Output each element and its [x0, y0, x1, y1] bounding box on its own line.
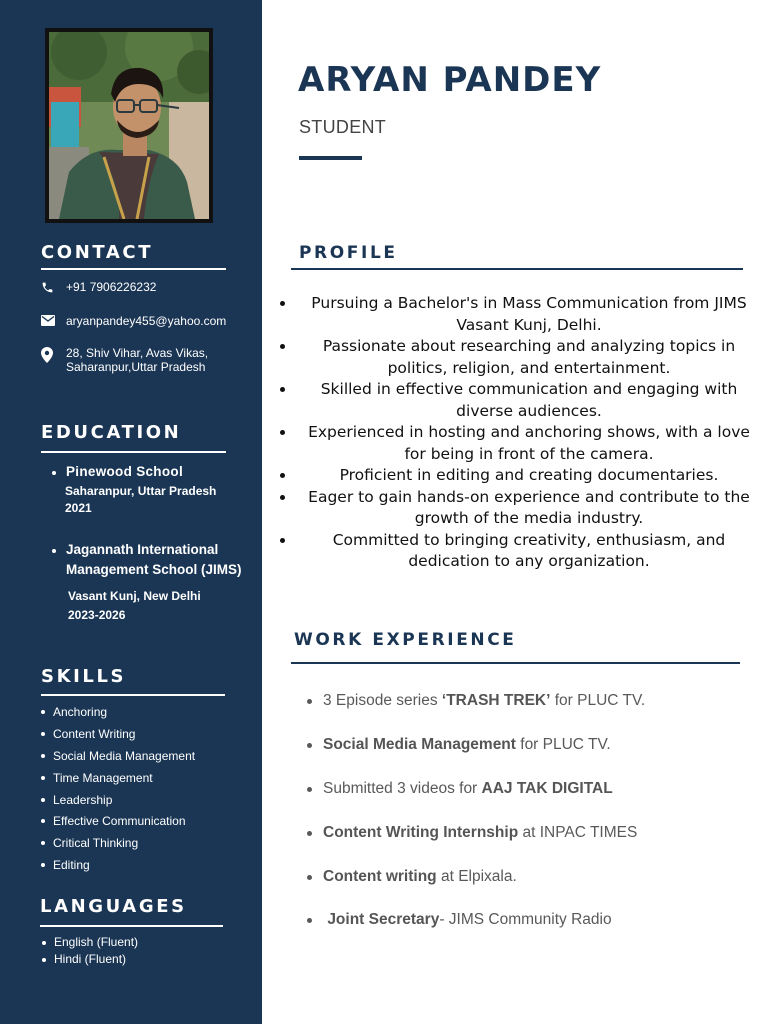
- profile-photo: [45, 28, 213, 223]
- profile-item: Pursuing a Bachelor's in Mass Communication from JIMS Vasant Kunj, Delhi.: [278, 293, 758, 336]
- profile-photo-image: [49, 32, 209, 219]
- sidebar: [0, 0, 262, 1024]
- skill-item: Leadership: [38, 792, 195, 814]
- profile-list: [278, 293, 758, 573]
- phone-text: +91 7906226232: [66, 280, 157, 294]
- languages-heading: LANGUAGES: [40, 896, 187, 917]
- education-years: 2023-2026: [68, 608, 126, 622]
- skill-item: Anchoring: [38, 704, 195, 726]
- work-experience-divider: [291, 662, 740, 664]
- profile-item: Committed to bringing creativity, enthusiasm, and dedication to any organization.: [278, 530, 758, 573]
- profile-divider: [291, 268, 743, 270]
- work-item: Social Media Management for PLUC TV.: [305, 734, 645, 778]
- candidate-name: ARYAN PANDEY: [298, 60, 602, 100]
- candidate-role: STUDENT: [299, 117, 387, 137]
- education-divider: [41, 451, 226, 453]
- skills-heading: SKILLS: [41, 666, 127, 687]
- skills-divider: [41, 694, 225, 696]
- languages-divider: [40, 925, 223, 927]
- profile-item: Eager to gain hands-on experience and contribute to the growth of the media industry.: [278, 487, 758, 530]
- profile-item: Proficient in editing and creating documentaries.: [278, 465, 758, 487]
- contact-heading: CONTACT: [41, 242, 154, 263]
- address-line-2: Saharanpur,Uttar Pradesh: [66, 360, 206, 374]
- work-item: Submitted 3 videos for AAJ TAK DIGITAL: [305, 778, 645, 822]
- email-text: aryanpandey455@yahoo.com: [66, 314, 227, 328]
- skill-item: Time Management: [38, 770, 195, 792]
- education-school-line-2: Management School (JIMS): [66, 562, 242, 577]
- contact-address: [41, 346, 208, 374]
- skills-list: [38, 704, 195, 879]
- education-place: Saharanpur, Uttar Pradesh: [65, 484, 217, 498]
- education-item-pinewood: [66, 462, 183, 482]
- work-item: Joint Secretary- JIMS Community Radio: [305, 909, 645, 953]
- address-line-1: 28, Shiv Vihar, Avas Vikas,: [66, 346, 209, 360]
- languages-list: [39, 935, 138, 968]
- profile-item: Experienced in hosting and anchoring shows, with a love for being in front of the camera.: [278, 422, 758, 465]
- education-place: Vasant Kunj, New Delhi: [68, 589, 201, 603]
- skill-item: Editing: [38, 857, 195, 879]
- language-item: English (Fluent): [39, 935, 138, 952]
- skill-item: Critical Thinking: [38, 835, 195, 857]
- contact-phone[interactable]: [41, 280, 156, 294]
- contact-divider: [41, 268, 226, 270]
- profile-item: Passionate about researching and analyzing topics in politics, religion, and entertainment.: [278, 336, 758, 379]
- education-school: Pinewood School: [66, 464, 184, 479]
- envelope-icon: [41, 314, 66, 326]
- work-experience-heading: WORK EXPERIENCE: [294, 630, 517, 650]
- education-years: 2021: [65, 501, 92, 515]
- language-item: Hindi (Fluent): [39, 952, 138, 969]
- education-bullet: [52, 471, 56, 475]
- skill-item: Social Media Management: [38, 748, 195, 770]
- profile-item: Skilled in effective communication and engaging with diverse audiences.: [278, 379, 758, 422]
- name-divider: [299, 156, 362, 160]
- contact-email[interactable]: [41, 314, 226, 328]
- education-item-pinewood-details: [65, 483, 216, 517]
- education-heading: EDUCATION: [41, 422, 182, 443]
- education-bullet: [52, 549, 56, 553]
- education-school-line-1: Jagannath International: [66, 542, 219, 557]
- work-item: Content Writing Internship at INPAC TIMES: [305, 822, 645, 866]
- education-item-jims-details: [68, 587, 201, 625]
- location-pin-icon: [41, 346, 66, 363]
- work-item: 3 Episode series ‘TRASH TREK’ for PLUC TV.: [305, 690, 645, 734]
- skill-item: Content Writing: [38, 726, 195, 748]
- work-experience-list: [305, 690, 645, 953]
- skill-item: Effective Communication: [38, 813, 195, 835]
- phone-icon: [41, 280, 66, 294]
- education-item-jims: [66, 540, 242, 580]
- work-item: Content writing at Elpixala.: [305, 866, 645, 910]
- profile-heading: PROFILE: [299, 243, 398, 263]
